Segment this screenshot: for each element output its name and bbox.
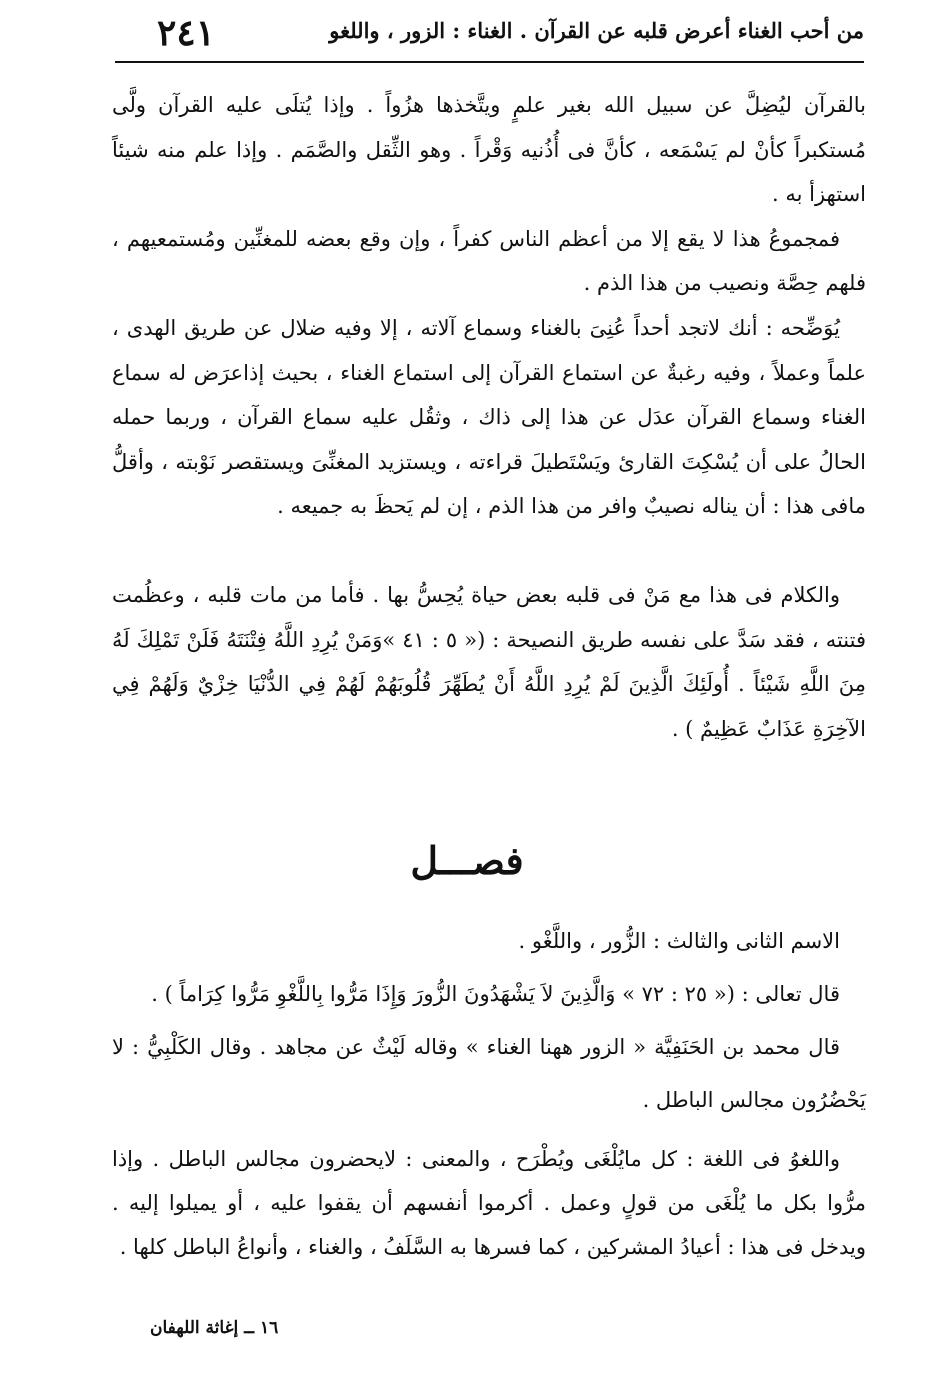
header-title: من أحب الغناء أعرض قلبه عن القرآن . الغناء : الزور ، واللغو [329, 18, 864, 43]
paragraph: يُوَضِّحه : أنك لاتجد أحداً عُنِىَ بالغناء وسماع آلاته ، إلا وفيه ضلال عن طريق الهدى ، علماً وعملاً ، وفيه رغبةٌ عن استماع القرآن إلى استماع الغناء ، بحيث إذاعرَض له سماع الغناء وسماع القرآن عدَل عن هذا إلى ذاك ، وثقُل عليه سماع القرآن ، وربما حمله الحالُ على أن يُسْكِتَ القارئ ويَسْتَطيلَ قراءته ، ويستزيد المغنِّىَ ويستقصر نَوْبته ، وأقلُّ مافى هذا : أن يناله نصيبٌ وافر من هذا الذم ، إن لم يَحظَ به جميعه . [112, 316, 866, 518]
page-number: ٢٤١ [157, 12, 216, 54]
text-block-1 [112, 83, 866, 306]
text-block-2 [112, 306, 866, 529]
text-block-3 [112, 573, 866, 751]
text-block-4 [112, 915, 866, 1127]
paragraph: بالقرآن ليُضِلَّ عن سبيل الله بغير علمٍ ويتَّخذها هزُواً . وإذا يُتلَى عليه القرآن ولَّى مُستكبراً كأنْ لم يَسْمَعه ، كأنَّ فى أُذُنيه وَقْراً . وهو الثِّقل والصَّمَم . وإذا علم منه شيئاً استهزأ به . [112, 93, 866, 206]
text-block-5 [112, 1137, 866, 1269]
paragraph: قال محمد بن الحَنَفِيَّة « الزور ههنا الغناء » وقاله لَيْثٌ عن مجاهد . وقال الكَلْبِيُّ : لا يَحْضُرُون مجالس الباطل . [112, 1035, 866, 1112]
paragraph: الاسم الثانى والثالث : الزُّور ، واللَّغْو . [518, 929, 840, 953]
running-header [115, 12, 864, 60]
paragraph: فمجموعُ هذا لا يقع إلا من أعظم الناس كفراً ، وإن وقع بعضه للمغنِّين ومُستمعيهم ، فلهم حِصَّة ونصيب من هذا الذم . [112, 226, 866, 295]
section-title: فصـــل [410, 838, 524, 883]
header-rule [115, 61, 864, 63]
paragraph: واللغوُ فى اللغة : كل مايُلْغَى ويُطْرَح ، والمعنى : لايحضرون مجالس الباطل . وإذا مرُّوا بكل ما يُلْغَى من قولٍ وعمل . أكرموا أنفسهم أن يقفوا عليه ، أو يميلوا إليه . ويدخل فى هذا : أعيادُ المشركين ، كما فسرها به السَّلَفُ ، والغناء ، وأنواعُ الباطل كلها . [112, 1147, 866, 1259]
footer-signature: ١٦ ــ إغاثة اللهفان [150, 1318, 279, 1338]
paragraph: قال تعالى : (« ٢٥ : ٧٢ » وَالَّذِينَ لاَ يَشْهَدُونَ الزُّورَ وَإِذَا مَرُّوا بِاللَّغْوِ مَرُّوا كِرَاماً ) . [151, 982, 840, 1006]
paragraph: والكلام فى هذا مع مَنْ فى قلبه بعض حياة يُحِسُّ بها . فأما من مات قلبه ، وعظُمت فتنته ، فقد سَدَّ على نفسه طريق النصيحة : (« ٥ : ٤١ »وَمَنْ يُرِدِ اللَّهُ فِتْنَتَهُ فَلَنْ تَمْلِكَ لَهُ مِنَ اللَّهِ شَيْئاً . أُولَئِكَ الَّذِينَ لَمْ يُرِدِ اللَّهُ أَنْ يُطَهِّرَ قُلُوبَهُمْ لَهُمْ فِي الدُّنْيَا خِزْيٌ وَلَهُمْ فِي الآخِرَةِ عَذَابٌ عَظِيمٌ ) . [112, 583, 867, 741]
